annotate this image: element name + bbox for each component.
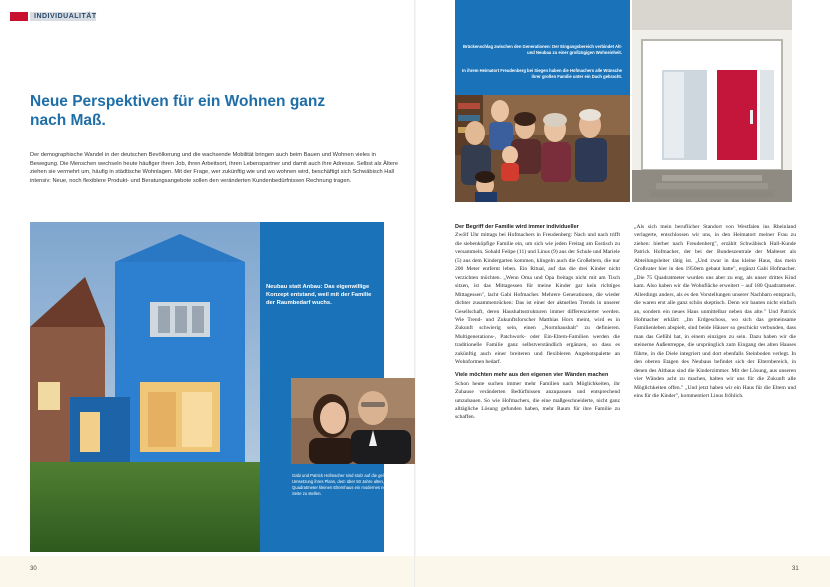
section-label: INDIVIDUALITÄT [34, 13, 97, 20]
caption-couple: Gabi und Patrick Hofmacher sind stolz auf die gelungene Umsetzung ihres Plans, dem über 50 Jahre alten, 75 Quadratmeter kleinen Elternhaus ein modernes neues zur Seite zu stellen. [292, 473, 400, 496]
family-illustration [455, 95, 630, 202]
family-photo [455, 95, 630, 202]
couple-photo [291, 378, 415, 464]
house-photo [30, 222, 260, 552]
subheading-1: Der Begriff der Familie wird immer individueller [455, 224, 579, 230]
couple-illustration [291, 378, 415, 464]
page-number-left: 30 [30, 566, 37, 572]
page-title: Neue Perspektiven für ein Wohnen ganz nach Maß. [30, 93, 326, 129]
paragraph-3: „Als sich mein beruflicher Standort von Westfalen ins Rheinland verlagerte, entschlossen wir uns, in den Heimatort meiner Frau zu ziehen: hierher nach Freudenberg", erzählt Schwäbisch Hall-Kunde Patrick Hofmacher, der bei der Bundeszentrale der Malteser als Abteilungsleiter tätig ist. „Und zwar in das kleine Haus, das mein Großvater hier in den 1950ern gebaut hatte", ergänzt Gabi Hofmacher. „Die 75 Quadratmeter wurden uns aber zu eng, als unser drittes Kind kam. Also haben wir die Wohnfläche erweitert – auf 180 Quadratmeter. Allerdings anders, als es den Vorstellungen unserer Nachbarn entsprach, die waren erst alle ganz schön skeptisch. Denn wir bauten nicht einfach an, sondern ein neues Haus unmittelbar neben das alte." Und Patrick Hofmacher erklärt: „Im Erdgeschoss, wo sich das gemeinsame Familienleben abspielt, sind beide Häuser so geschickt verbunden, dass man das Gefühl hat, in einem einzigen zu sein. Dazu haben wir die steinerne Außentreppe, die ursprünglich zum Eingang des alten Hauses führte, in die Diele integriert und dort ebenfalls Steinboden verlegt. In den oberen Etagen des Neubaus befindet sich der Elternbereich, in denen des Altbaus sind die Kinderzimmer. Mit der Lösung, aus unseren vier Wänden acht zu machen, halten wir uns für die Zukunft alle Möglichkeiten offen." „Und jetzt haben wir ein Haus für die Eltern und eins für die Kinder", kommentiert Linus fröhlich. [634, 224, 796, 400]
paragraph-2: Schon heute suchen immer mehr Familien nach Möglichkeiten, ihr Zuhause veränderten Bedürfnissen anzupassen und entsprechend umzubauen. So wie Hofmachers, die eine maßgeschneiderte, nicht ganz alltägliche Lösung gefunden haben, mehr Raum für ihre Familie zu schaffen. [455, 380, 620, 421]
entrance-illustration [632, 0, 792, 202]
section-color-mark [10, 12, 28, 21]
caption-family: In ihrem Heimatort Freudenberg bei Siegen haben die Hofmachers alle Wünsche ihrer großen Familie unter ein Dach gebracht. [462, 68, 622, 79]
text-column-2 [634, 223, 796, 405]
door-photo [632, 0, 792, 202]
subheading-2: Viele möchten mehr aus den eigenen vier Wänden machen [455, 372, 609, 379]
page-number-right: 31 [792, 566, 799, 572]
page-gutter [414, 0, 416, 587]
caption-bridge: Brückenschlag zwischen den Generationen: Der Eingangsbereich verbindet Alt- und Neubau zu einer großzügigen Wohneinheit. [462, 44, 622, 55]
footer-left [0, 556, 414, 587]
text-column-1 [455, 223, 620, 426]
intro-paragraph: Der demographische Wandel in der deutschen Bevölkerung und die wachsende Mobilität bringen auch beim Bauen und Wohnen vieles in Bewegung. Die Menschen wechseln heute häufiger ihren Job, ihren Arbeitsort, ihren Lebenspartner und damit auch ihre Adresse. Selbst als Ältere ziehen sie vermehrt um, häufig in städtische Wohnlagen. Mit der Frage, wer zukünftig wie und wo wohnen wird, beschäftigt sich Schwäbisch Hall intensiv: Neue, noch flexiblere Produkt- und Beratungsangebote sollen den veränderten Kundenbedürfnissen Rechnung tragen. [30, 152, 399, 185]
paragraph-1: Zwölf Uhr mittags bei Hofmachers in Freudenberg: Nach und nach trifft die siebenköpfige Familie ein, um sich wie jeden Freitag am Esstisch zu versammeln. Sohald Felipe (11) und Linus (9) aus der Schule und Mariele (5) aus dem Kindergarten kommen, klingeln auch die Großeltern, die nur 200 Meter entfernt leben. Ein Ritual, auf das die drei Kinder nicht verzichten möchten. „Wenn Oma und Opa freitags nicht mit am Tisch sitzen, ist das Mittagessen für meine Kinder gar kein richtiges Mittagessen", lacht Gabi Hofmacher. Mehrere Generationen, die wieder dichter zusammenrücken: Das ist einer der aktuellen Trends in unserer Gesellschaft, deren Haushaltsstrukturen immer differenzierter werden. Wie Trend- und Zukunftsforscher Matthias Horx meint, wird es in Zukunft schwierig sein, einen „Normhaushalt" zu definieren. Multigenerations-, Patchwork- oder Ein-Eltern-Familien werden die traditionelle Familie ganz selbstverständlich ergänzen, so dass es zukünftig auch einer breiteren und flexibleren Angebotspalette an Wohnformen bedarf. [455, 232, 620, 366]
footer-right [416, 556, 830, 587]
house-illustration [30, 222, 260, 552]
caption-neubau: Neubau statt Anbau: Das eigenwillige Konzept entstand, weil mit der Familie der Raumbedarf wuchs. [266, 284, 372, 306]
